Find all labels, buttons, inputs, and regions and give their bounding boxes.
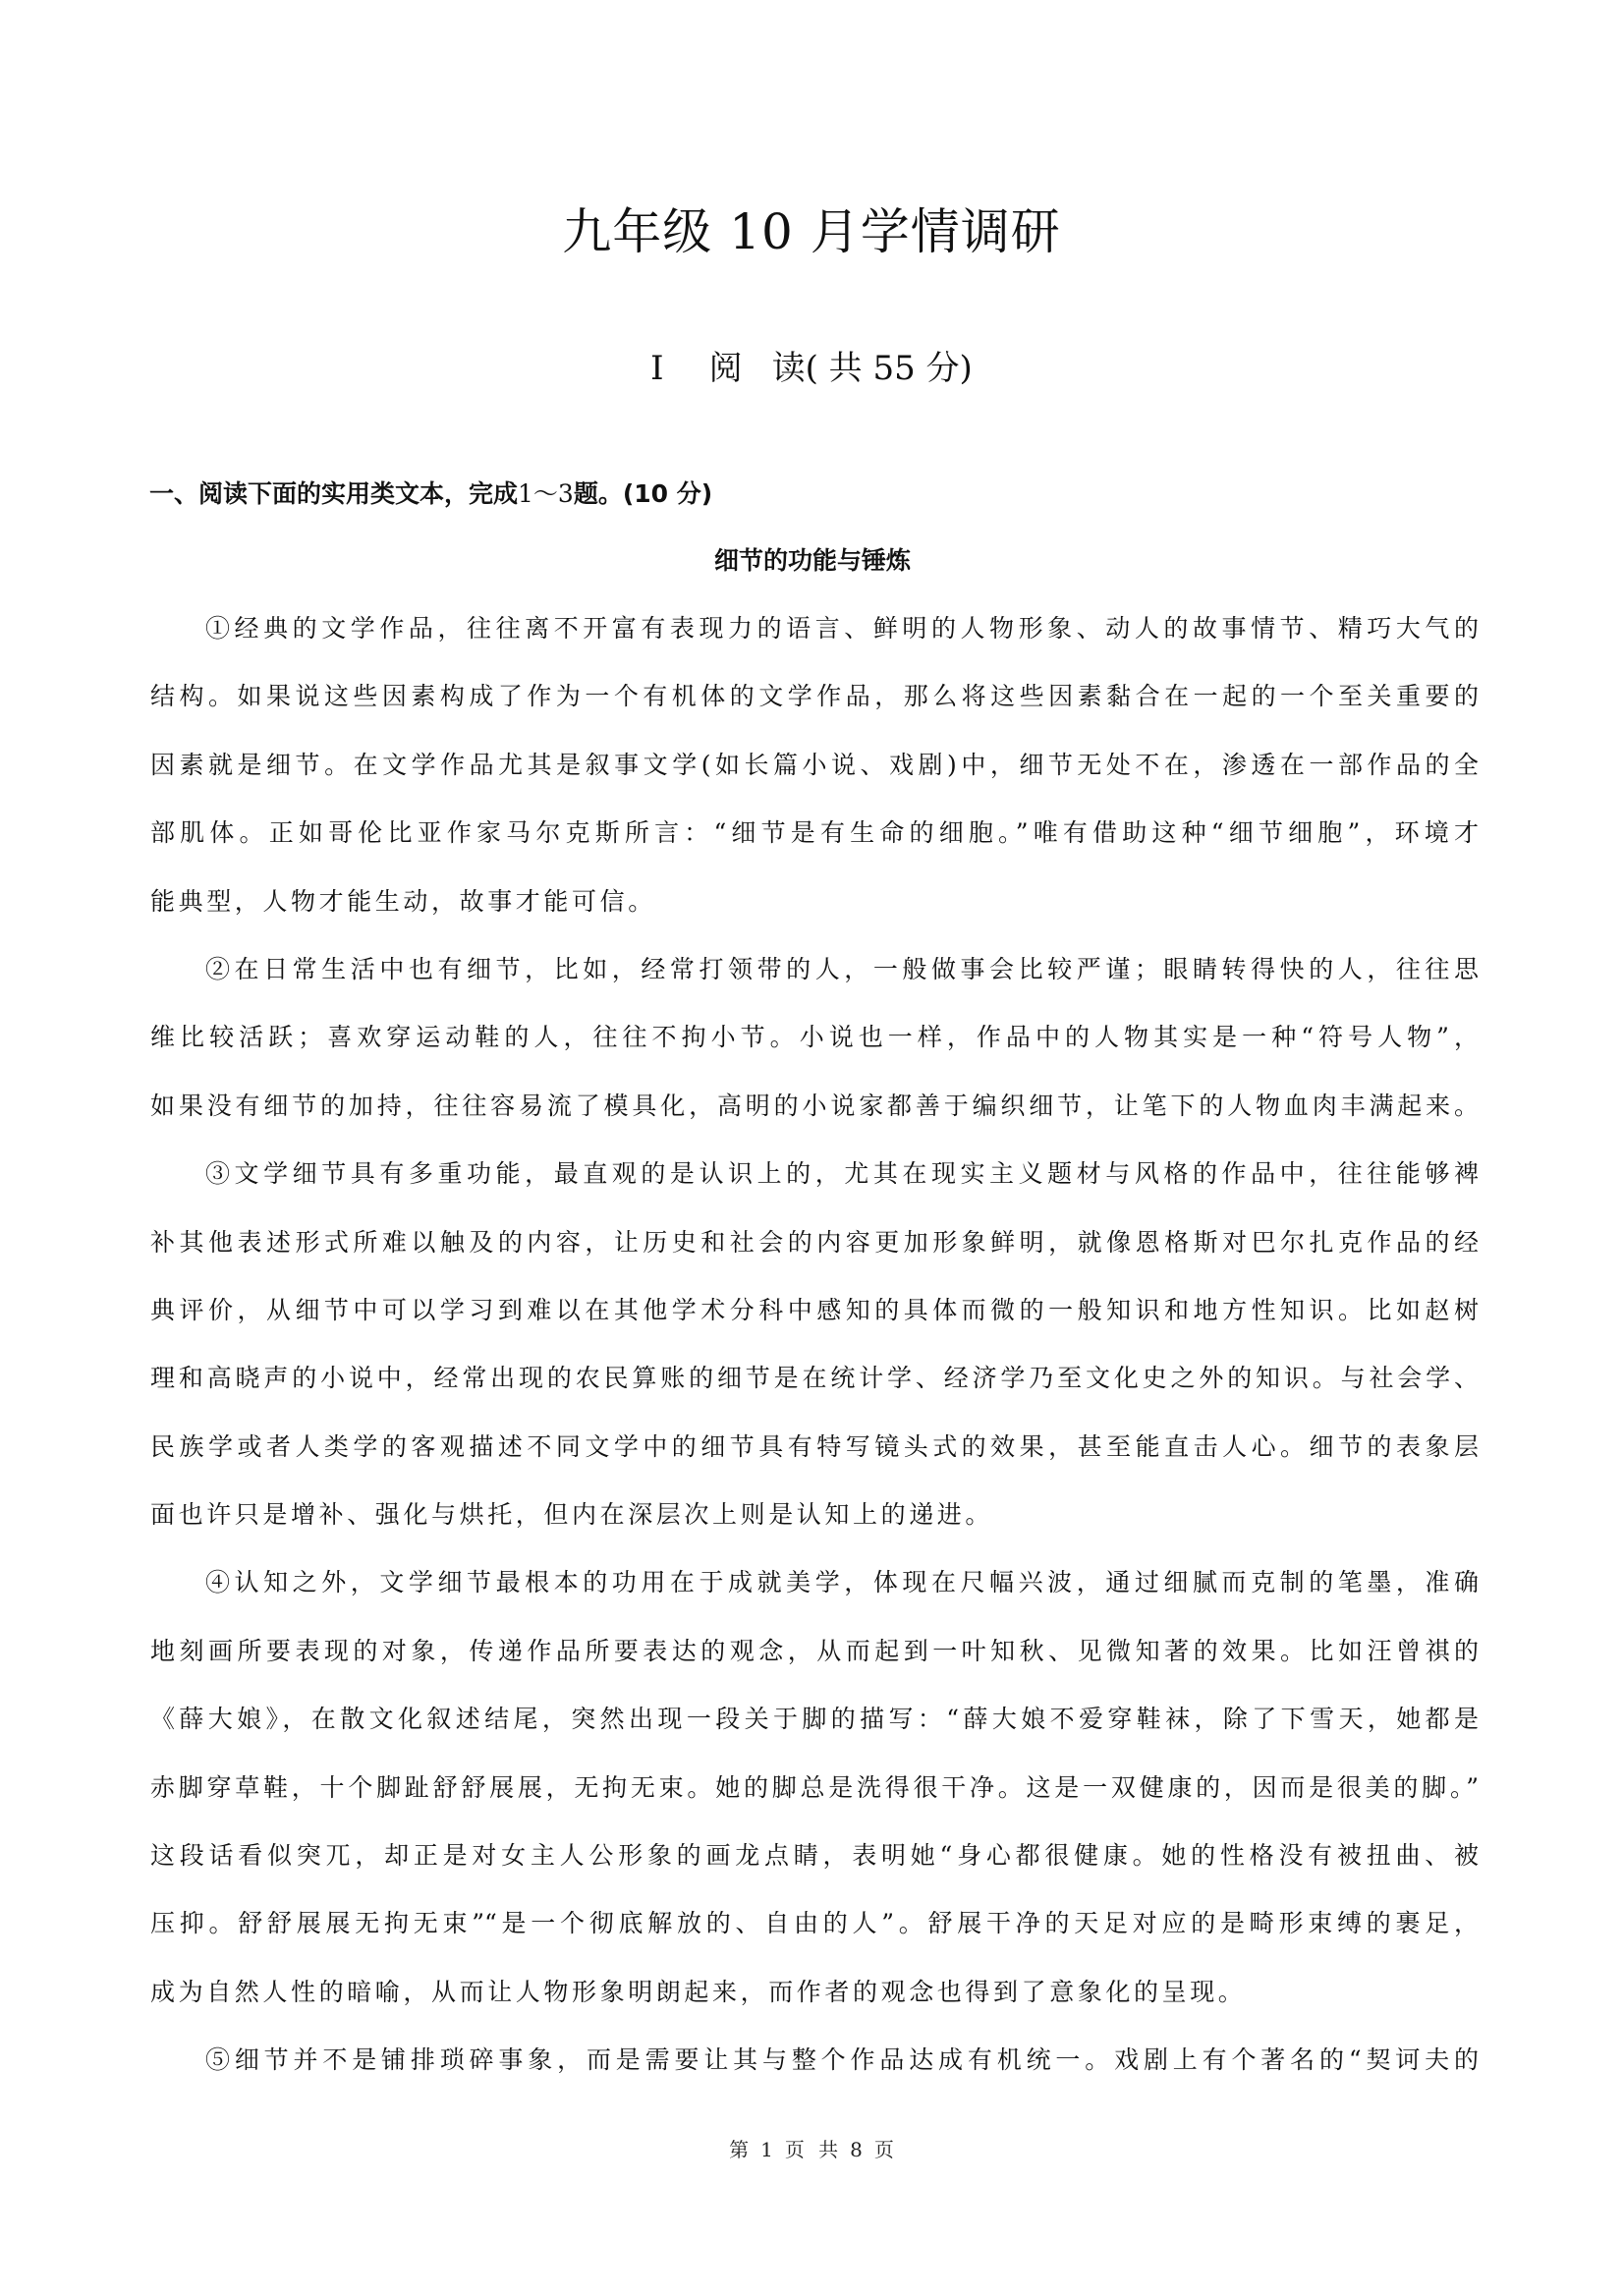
paragraph-3-line: 面也许只是增补、强化与烘托，但内在深层次上则是认知上的递进。: [150, 1500, 994, 1530]
article-body: [150, 594, 1479, 2095]
paragraph-3-line: 典评价，从细节中可以学习到难以在其他学术分科中感知的具体而微的一般知识和地方性知识。比如赵树: [150, 1295, 1479, 1324]
paragraph-4-line: 成为自然人性的暗喻，从而让人物形象明朗起来，而作者的观念也得到了意象化的呈现。: [150, 1977, 1247, 2006]
paragraph-3-line: ③文学细节具有多重功能，最直观的是认识上的，尤其在现实主义题材与风格的作品中，往往能够裨: [205, 1159, 1479, 1189]
section-heading: [149, 477, 712, 511]
paragraph-3-line: 理和高晓声的小说中，经常出现的农民算账的细节是在统计学、经济学乃至文化史之外的知识。与社会学、: [150, 1364, 1479, 1393]
paragraph-2-line: ②在日常生活中也有细节，比如，经常打领带的人，一般做事会比较严谨；眼睛转得快的人，往往思: [205, 954, 1479, 983]
part-name-char-2: 读: [771, 349, 806, 388]
footer-page-number: 1: [760, 2138, 773, 2161]
paragraph-4-line: ④认知之外，文学细节最根本的功用在于成就美学，体现在尺幅兴波，通过细腻而克制的笔墨，准确: [205, 1568, 1479, 1597]
footer-middle: 页 共: [784, 2138, 839, 2161]
paragraph-1-line: 能典型，人物才能生动，故事才能可信。: [150, 886, 656, 916]
paragraph-1-line: 结构。如果说这些因素构成了作为一个有机体的文学作品，那么将这些因素黏合在一起的一个至关重要的: [150, 682, 1479, 711]
part-score: ( 共 55 分): [805, 349, 973, 388]
footer-total-pages: 8: [850, 2138, 863, 2161]
paragraph-1-line: 因素就是细节。在文学作品尤其是叙事文学(如长篇小说、戏剧)中，细节无处不在，渗透在一部作品的全: [150, 750, 1479, 779]
paragraph-3-line: 补其他表述形式所难以触及的内容，让历史和社会的内容更加形象鲜明，就像恩格斯对巴尔扎克作品的经: [150, 1227, 1479, 1257]
paragraph-5-line: ⑤细节并不是铺排琐碎事象，而是需要让其与整个作品达成有机统一。戏剧上有个著名的“契诃夫的: [205, 2045, 1479, 2075]
paragraph-4-line: 地刻画所要表现的对象，传递作品所要表达的观念，从而起到一叶知秋、见微知著的效果。比如汪曾祺的: [150, 1636, 1479, 1665]
page-footer: [0, 2132, 1623, 2167]
paragraph-4-line: 赤脚穿草鞋，十个脚趾舒舒展展，无拘无束。她的脚总是洗得很干净。这是一双健康的，因而是很美的脚。”: [150, 1772, 1479, 1802]
part-numeral: Ⅰ: [650, 349, 664, 388]
part-heading: [0, 346, 1623, 391]
section-question-range: 1～3: [518, 479, 574, 508]
paragraph-2-line: 维比较活跃；喜欢穿运动鞋的人，往往不拘小节。小说也一样，作品中的人物其实是一种“符号人物”，: [150, 1023, 1479, 1052]
paragraph-3-line: 民族学或者人类学的客观描述不同文学中的细节具有特写镜头式的效果，甚至能直击人心。细节的表象层: [150, 1431, 1479, 1461]
section-score: 题。(10 分): [573, 479, 713, 508]
paragraph-4-line: 这段话看似突兀，却正是对女主人公形象的画龙点睛，表明她“身心都很健康。她的性格没有被扭曲、被: [150, 1841, 1479, 1871]
footer-suffix: 页: [873, 2138, 894, 2161]
part-name-char-1: 阅: [708, 349, 743, 388]
paragraph-4-line: 《薛大娘》，在散文化叙述结尾，突然出现一段关于脚的描写：“薛大娘不爱穿鞋袜，除了下雪天，她都是: [150, 1705, 1479, 1734]
footer-prefix: 第: [729, 2138, 750, 2161]
section-instruction: 一、阅读下面的实用类文本，完成: [149, 479, 519, 508]
exam-title: 九年级 10 月学情调研: [562, 203, 1061, 260]
paragraph-1-line: 部肌体。正如哥伦比亚作家马尔克斯所言：“细节是有生命的细胞。”唯有借助这种“细节细胞”，环境才: [150, 818, 1479, 848]
paragraph-1-line: ①经典的文学作品，往往离不开富有表现力的语言、鲜明的人物形象、动人的故事情节、精巧大气的: [205, 614, 1479, 643]
paragraph-4-line: 压抑。舒舒展展无拘无束”“是一个彻底解放的、自由的人”。舒展干净的天足对应的是畸形束缚的裹足，: [150, 1909, 1479, 1938]
paragraph-2-line: 如果没有细节的加持，往往容易流了模具化，高明的小说家都善于编织细节，让笔下的人物血肉丰满起来。: [150, 1091, 1479, 1120]
article-title: 细节的功能与锤炼: [713, 546, 911, 575]
